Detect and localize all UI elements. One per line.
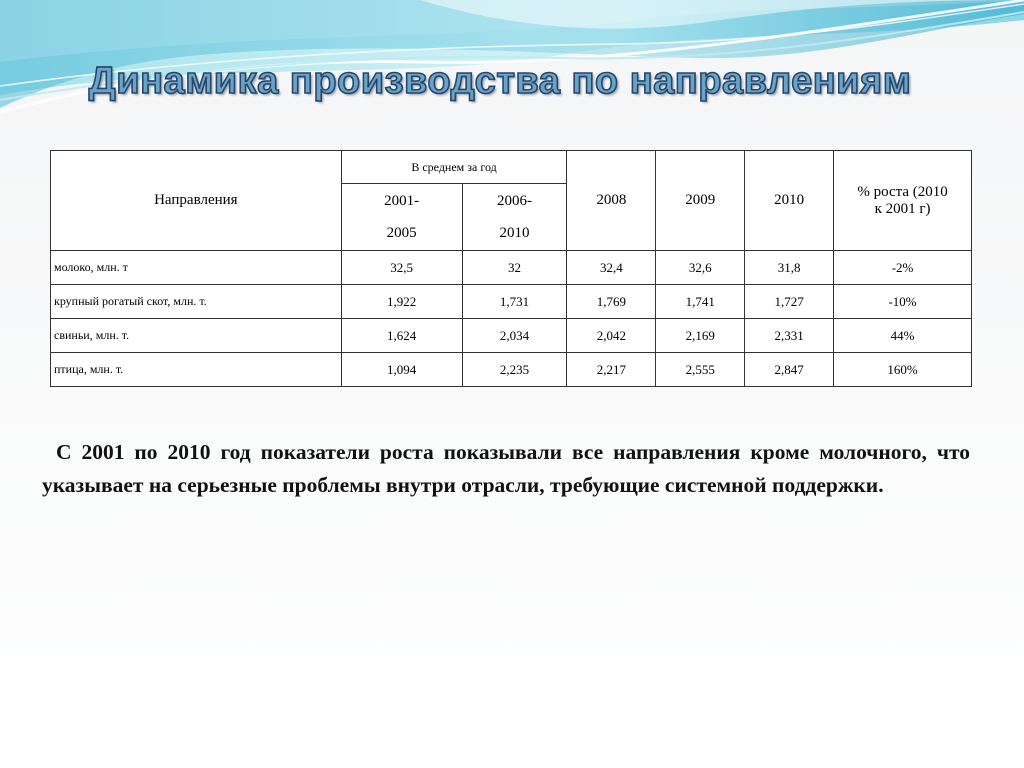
header-period-2001-2005 — [341, 184, 462, 251]
row-label: молоко, млн. т — [51, 251, 342, 285]
cell-2006-2010: 32 — [462, 251, 567, 285]
header-growth-line2: к 2001 г) — [874, 200, 931, 217]
cell-2008: 32,4 — [567, 251, 656, 285]
header-period2-line1: 2006- — [496, 193, 532, 209]
header-2008: 2008 — [567, 151, 656, 251]
header-period1-line2: 2005 — [386, 225, 417, 241]
header-directions: Направления — [51, 151, 342, 251]
row-label: крупный рогатый скот, млн. т. — [51, 285, 342, 319]
production-table — [50, 150, 972, 387]
header-2010: 2010 — [745, 151, 834, 251]
cell-2006-2010: 1,731 — [462, 285, 567, 319]
cell-2008: 2,042 — [567, 319, 656, 353]
cell-2001-2005: 1,922 — [341, 285, 462, 319]
cell-2009: 1,741 — [656, 285, 745, 319]
cell-2010: 2,331 — [745, 319, 834, 353]
cell-2001-2005: 1,094 — [341, 353, 462, 387]
cell-2008: 2,217 — [567, 353, 656, 387]
cell-2001-2005: 1,624 — [341, 319, 462, 353]
header-period2-line2: 2010 — [499, 225, 530, 241]
cell-growth: 160% — [834, 353, 972, 387]
slide-title: Динамика производства по направлениям — [88, 60, 912, 102]
cell-2006-2010: 2,235 — [462, 353, 567, 387]
row-label: птица, млн. т. — [51, 353, 342, 387]
cell-2009: 32,6 — [656, 251, 745, 285]
row-label: свиньи, млн. т. — [51, 319, 342, 353]
cell-2010: 1,727 — [745, 285, 834, 319]
conclusion-text: С 2001 по 2010 год показатели роста показывали все направления кроме молочного, что указывает на серьезные проблемы внутри отрасли, требующие системной поддержки. — [42, 439, 970, 497]
table-row — [51, 285, 972, 319]
cell-2010: 31,8 — [745, 251, 834, 285]
cell-growth: -2% — [834, 251, 972, 285]
table-row — [51, 353, 972, 387]
header-period1-line1: 2001- — [384, 193, 420, 209]
header-2009: 2009 — [656, 151, 745, 251]
cell-growth: 44% — [834, 319, 972, 353]
header-growth-line1: % роста (2010 — [857, 183, 948, 200]
cell-2010: 2,847 — [745, 353, 834, 387]
table-row — [51, 251, 972, 285]
table-row — [51, 319, 972, 353]
cell-2006-2010: 2,034 — [462, 319, 567, 353]
cell-2009: 2,555 — [656, 353, 745, 387]
cell-growth: -10% — [834, 285, 972, 319]
header-growth — [834, 151, 972, 251]
cell-2001-2005: 32,5 — [341, 251, 462, 285]
header-period-2006-2010 — [462, 184, 567, 251]
cell-2009: 2,169 — [656, 319, 745, 353]
header-average-per-year: В среднем за год — [341, 151, 567, 184]
cell-2008: 1,769 — [567, 285, 656, 319]
